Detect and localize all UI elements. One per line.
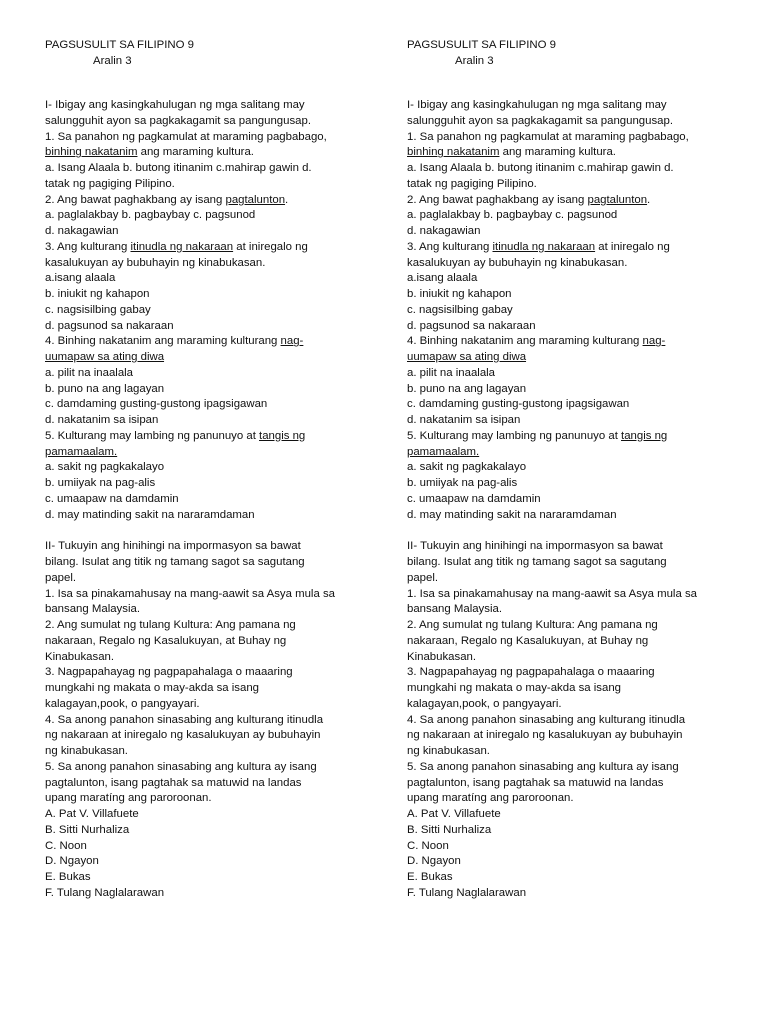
question-text [45, 145, 380, 161]
answer-option: D. Ngayon [45, 855, 99, 868]
part1-instruction: salungguhit ayon sa pagkakagamit sa pangungusap. [45, 114, 311, 127]
answer-choice: a. pilit na inaalala [407, 366, 496, 379]
question-text-part: . [647, 193, 651, 206]
answer-choices: a. Isang Alaala b. butong itinanim c.mahirap gawin d. [407, 162, 674, 174]
part2-line: nakaraan, Regalo ng Kasalukuyan, at Buhay ng [45, 634, 287, 647]
question-text [407, 429, 742, 445]
answer-choices: tatak ng pagiging Pilipino. [45, 177, 175, 190]
part2-line: bilang. Isulat ang titik ng tamang sagot sa sagutang [45, 556, 305, 568]
question-text-part: 4. Binhing nakatanim ang maraming kulturang [45, 335, 281, 348]
question-text [407, 240, 742, 256]
answer-choices: a. paglalakbay b. pagbaybay c. pagsunod [407, 209, 618, 222]
answer-choice: a. sakit ng pagkakalayo [45, 461, 165, 474]
answer-choice: c. nagsisilbing gabay [45, 303, 151, 316]
question-4 [407, 334, 742, 429]
question-text [407, 145, 742, 161]
part2-line: 5. Sa anong panahon sinasabing ang kultura ay isang [45, 760, 317, 773]
part2-line: bansang Malaysia. [45, 603, 140, 616]
answer-option: C. Noon [45, 839, 87, 852]
spacer [407, 84, 742, 98]
question-1 [407, 130, 742, 193]
part2-line: kalagayan,pook, o pangyayari. [45, 697, 200, 710]
part2-line: ng kinabukasan. [45, 745, 128, 757]
answer-choice: b. umiiyak na pag-alis [45, 477, 156, 489]
answer-option: E. Bukas [407, 871, 453, 883]
part2-line: papel. [45, 571, 77, 584]
part1-instruction: salungguhit ayon sa pagkakagamit sa pangungusap. [407, 114, 673, 127]
answer-option: E. Bukas [45, 871, 91, 883]
question-text [407, 350, 742, 366]
answer-choice: c. umaapaw na damdamin [407, 492, 541, 505]
exam-title: PAGSUSULIT SA FILIPINO 9 [45, 39, 194, 51]
answer-choice: d. may matinding sakit na nararamdaman [407, 508, 617, 521]
answer-choice: c. nagsisilbing gabay [407, 303, 513, 316]
part2-line: 3. Nagpapahayag ng pagpapahalaga o maaaring [407, 666, 655, 679]
question-text: 1. Sa panahon ng pagkamulat at maraming pagbabago, [407, 130, 689, 143]
answer-choice: a. pilit na inaalala [45, 366, 134, 379]
question-text-part: at iniregalo ng [595, 240, 670, 253]
question-text-part: 2. Ang bawat paghakbang ay isang [407, 193, 588, 206]
question-2 [407, 193, 742, 240]
part1-section [407, 98, 742, 523]
answer-choice: c. damdaming gusting-gustong ipagsigawan [45, 398, 268, 411]
underlined-word: pamamaalam. [407, 445, 480, 458]
answer-choice: d. nakatanim sa isipan [45, 414, 159, 426]
underlined-word: nag- [642, 335, 666, 348]
question-3 [407, 240, 742, 335]
part2-line: bilang. Isulat ang titik ng tamang sagot sa sagutang [407, 556, 667, 568]
part2-line: Kinabukasan. [407, 650, 477, 663]
question-text [45, 429, 380, 445]
part2-line: 4. Sa anong panahon sinasabing ang kulturang itinudla [45, 713, 324, 726]
part2-line: 2. Ang sumulat ng tulang Kultura: Ang pamana ng [45, 619, 296, 631]
answer-choice: a.isang alaala [407, 272, 478, 285]
answer-choice: a. sakit ng pagkakalayo [407, 461, 527, 474]
part2-line: upang maratíng ang paroroonan. [45, 792, 212, 805]
underlined-word: binhing nakatanim [45, 146, 138, 159]
question-5 [45, 429, 380, 524]
part2-line: 4. Sa anong panahon sinasabing ang kulturang itinudla [407, 713, 686, 726]
question-text [407, 334, 742, 350]
part1-instruction: I- Ibigay ang kasingkahulugan ng mga salitang may [45, 99, 305, 111]
part2-line: ng kinabukasan. [407, 745, 490, 757]
answer-choice: c. damdaming gusting-gustong ipagsigawan [407, 398, 630, 411]
question-text [407, 445, 742, 461]
question-text-part: at iniregalo ng [233, 240, 308, 253]
underlined-word: pagtalunton [587, 193, 648, 206]
answer-choice: b. iniukit ng kahapon [45, 288, 150, 300]
answer-choice: b. iniukit ng kahapon [407, 288, 512, 300]
part2-line: II- Tukuyin ang hinihingi na impormasyon sa bawat [45, 540, 301, 553]
question-text: kasalukuyan ay bubuhayin ng kinabukasan. [407, 256, 628, 269]
question-1 [45, 130, 380, 193]
part2-line: 3. Nagpapahayag ng pagpapahalaga o maaaring [45, 666, 293, 679]
answer-choice: d. may matinding sakit na nararamdaman [45, 508, 255, 521]
question-text-part: ang maraming kultura. [137, 146, 254, 159]
part2-section [407, 539, 742, 901]
answer-option: D. Ngayon [407, 855, 461, 868]
part2-line: nakaraan, Regalo ng Kasalukuyan, at Buhay ng [407, 634, 649, 647]
question-text [45, 193, 380, 209]
part2-line: bansang Malaysia. [407, 603, 502, 616]
spacer [45, 70, 380, 84]
answer-choices: d. nakagawian [407, 225, 481, 237]
spacer [407, 523, 742, 539]
question-4 [45, 334, 380, 429]
part2-line: mungkahi ng makata o may-akda sa isang [45, 682, 260, 694]
underlined-word: tangis ng [621, 429, 668, 442]
answer-choice: d. pagsunod sa nakaraan [45, 319, 174, 332]
lesson-label: Aralin 3 [93, 55, 132, 67]
underlined-word: uumapaw sa ating diwa [407, 351, 527, 363]
part2-line: II- Tukuyin ang hinihingi na impormasyon sa bawat [407, 540, 663, 553]
answer-choice: a.isang alaala [45, 272, 116, 285]
answer-choices: d. nakagawian [45, 225, 119, 237]
question-text [45, 445, 380, 461]
part2-line: ng nakaraan at iniregalo ng kasalukuyan ay bubuhayin [45, 729, 321, 742]
question-text [45, 240, 380, 256]
part2-line: pagtalunton, isang pagtahak sa matuwid na landas [407, 776, 664, 789]
spacer [45, 84, 380, 98]
question-text [407, 193, 742, 209]
lesson-label: Aralin 3 [455, 55, 494, 67]
answer-choice: d. pagsunod sa nakaraan [407, 319, 536, 332]
part2-line: pagtalunton, isang pagtahak sa matuwid na landas [45, 776, 302, 789]
underlined-word: pamamaalam. [45, 445, 118, 458]
question-text-part: 4. Binhing nakatanim ang maraming kulturang [407, 335, 643, 348]
part2-line: mungkahi ng makata o may-akda sa isang [407, 682, 622, 694]
answer-option: F. Tulang Naglalarawan [45, 886, 165, 899]
spacer [407, 70, 742, 84]
answer-choices: tatak ng pagiging Pilipino. [407, 177, 537, 190]
part1-instruction: I- Ibigay ang kasingkahulugan ng mga salitang may [407, 99, 667, 111]
answer-choice: b. umiiyak na pag-alis [407, 477, 518, 489]
answer-choice: b. puno na ang lagayan [407, 382, 527, 395]
exam-copy-left [45, 38, 380, 902]
question-text-part: 5. Kulturang may lambing ng panunuyo at [407, 429, 622, 442]
spacer [45, 523, 380, 539]
exam-title: PAGSUSULIT SA FILIPINO 9 [407, 39, 556, 51]
part2-line: 5. Sa anong panahon sinasabing ang kultura ay isang [407, 760, 679, 773]
question-text-part: 3. Ang kulturang [407, 240, 493, 253]
answer-option: A. Pat V. Villafuete [407, 808, 501, 820]
answer-option: C. Noon [407, 839, 449, 852]
underlined-word: itinudla ng nakaraan [130, 240, 234, 253]
part2-line: 1. Isa sa pinakamahusay na mang-aawit sa Asya mula sa [407, 587, 697, 600]
question-text-part: 3. Ang kulturang [45, 240, 131, 253]
question-text-part: . [285, 193, 289, 206]
part2-line: papel. [407, 571, 439, 584]
question-text [45, 334, 380, 350]
answer-option: B. Sitti Nurhaliza [407, 823, 492, 836]
part2-line: 1. Isa sa pinakamahusay na mang-aawit sa Asya mula sa [45, 587, 335, 600]
question-text [45, 350, 380, 366]
answer-option: A. Pat V. Villafuete [45, 808, 139, 820]
answer-choices: a. paglalakbay b. pagbaybay c. pagsunod [45, 209, 256, 222]
question-text: 1. Sa panahon ng pagkamulat at maraming pagbabago, [45, 130, 327, 143]
answer-choice: d. nakatanim sa isipan [407, 414, 521, 426]
question-3 [45, 240, 380, 335]
underlined-word: nag- [280, 335, 304, 348]
underlined-word: tangis ng [259, 429, 306, 442]
answer-choices: a. Isang Alaala b. butong itinanim c.mahirap gawin d. [45, 162, 312, 174]
answer-option: F. Tulang Naglalarawan [407, 886, 527, 899]
question-2 [45, 193, 380, 240]
question-text: kasalukuyan ay bubuhayin ng kinabukasan. [45, 256, 266, 269]
exam-copy-right [407, 38, 742, 902]
question-5 [407, 429, 742, 524]
part2-line: ng nakaraan at iniregalo ng kasalukuyan ay bubuhayin [407, 729, 683, 742]
part1-section [45, 98, 380, 523]
answer-choice: c. umaapaw na damdamin [45, 492, 179, 505]
part2-line: kalagayan,pook, o pangyayari. [407, 697, 562, 710]
underlined-word: pagtalunton [225, 193, 286, 206]
answer-option: B. Sitti Nurhaliza [45, 823, 130, 836]
question-text-part: 5. Kulturang may lambing ng panunuyo at [45, 429, 260, 442]
part2-line: Kinabukasan. [45, 650, 115, 663]
answer-choice: b. puno na ang lagayan [45, 382, 165, 395]
part2-line: 2. Ang sumulat ng tulang Kultura: Ang pamana ng [407, 619, 658, 631]
underlined-word: uumapaw sa ating diwa [45, 351, 165, 363]
part2-line: upang maratíng ang paroroonan. [407, 792, 574, 805]
underlined-word: itinudla ng nakaraan [492, 240, 596, 253]
question-text-part: 2. Ang bawat paghakbang ay isang [45, 193, 226, 206]
underlined-word: binhing nakatanim [407, 146, 500, 159]
question-text-part: ang maraming kultura. [499, 146, 616, 159]
part2-section [45, 539, 380, 901]
